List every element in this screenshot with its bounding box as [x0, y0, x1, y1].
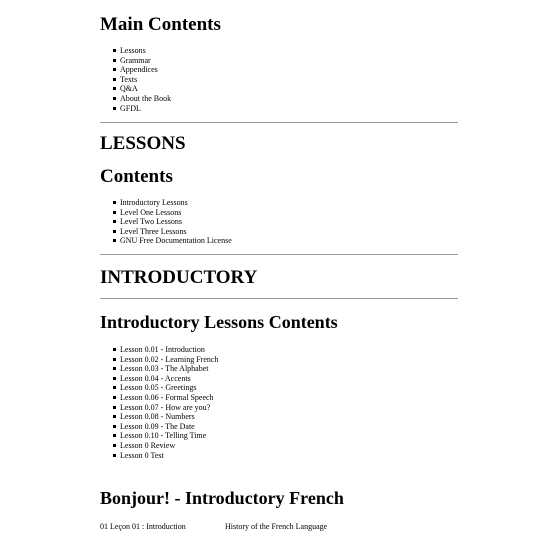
contents-item-level-three[interactable]: Level Three Lessons: [113, 227, 232, 237]
contents-heading: Contents: [100, 166, 173, 187]
lesson-link[interactable]: Lesson 0.03 - The Alphabet: [113, 364, 218, 374]
lesson-link[interactable]: Lesson 0.07 - How are you?: [113, 403, 218, 413]
lesson-link[interactable]: Lesson 0.05 - Greetings: [113, 383, 218, 393]
divider: [100, 122, 458, 123]
main-contents-item-appendices[interactable]: Appendices: [113, 65, 171, 75]
bonjour-heading: Bonjour! - Introductory French: [100, 488, 344, 508]
contents-item-introductory[interactable]: Introductory Lessons: [113, 198, 232, 208]
lesson-link[interactable]: Lesson 0.02 - Learning French: [113, 355, 218, 365]
introductory-heading: INTRODUCTORY: [100, 267, 258, 288]
main-contents-item-qa[interactable]: Q&A: [113, 84, 171, 94]
lesson-number-cell: 01 Leçon 01 : Introduction: [100, 522, 186, 531]
main-contents-list: [113, 46, 171, 113]
main-contents-item-texts[interactable]: Texts: [113, 75, 171, 85]
lesson-link[interactable]: Lesson 0 Test: [113, 451, 218, 461]
main-contents-item-gfdl[interactable]: GFDL: [113, 104, 171, 114]
divider: [100, 254, 458, 255]
contents-item-level-one[interactable]: Level One Lessons: [113, 208, 232, 218]
lesson-link[interactable]: Lesson 0 Review: [113, 441, 218, 451]
lesson-link[interactable]: Lesson 0.09 - The Date: [113, 422, 218, 432]
main-contents-item-grammar[interactable]: Grammar: [113, 56, 171, 66]
contents-list: [113, 198, 232, 246]
introductory-lessons-list: [113, 345, 218, 460]
introductory-contents-heading: Introductory Lessons Contents: [100, 312, 338, 332]
contents-item-gfdl[interactable]: GNU Free Documentation License: [113, 236, 232, 246]
lessons-heading: LESSONS: [100, 133, 186, 154]
lesson-link[interactable]: Lesson 0.01 - Introduction: [113, 345, 218, 355]
main-contents-item-about[interactable]: About the Book: [113, 94, 171, 104]
contents-item-level-two[interactable]: Level Two Lessons: [113, 217, 232, 227]
lesson-topic-cell: History of the French Language: [225, 522, 328, 531]
lesson-link[interactable]: Lesson 0.08 - Numbers: [113, 412, 218, 422]
lesson-link[interactable]: Lesson 0.06 - Formal Speech: [113, 393, 218, 403]
divider: [100, 298, 458, 299]
main-contents-item-lessons[interactable]: Lessons: [113, 46, 171, 56]
main-contents-heading: Main Contents: [100, 14, 221, 35]
lesson-link[interactable]: Lesson 0.10 - Telling Time: [113, 431, 218, 441]
lesson-link[interactable]: Lesson 0.04 - Accents: [113, 374, 218, 384]
